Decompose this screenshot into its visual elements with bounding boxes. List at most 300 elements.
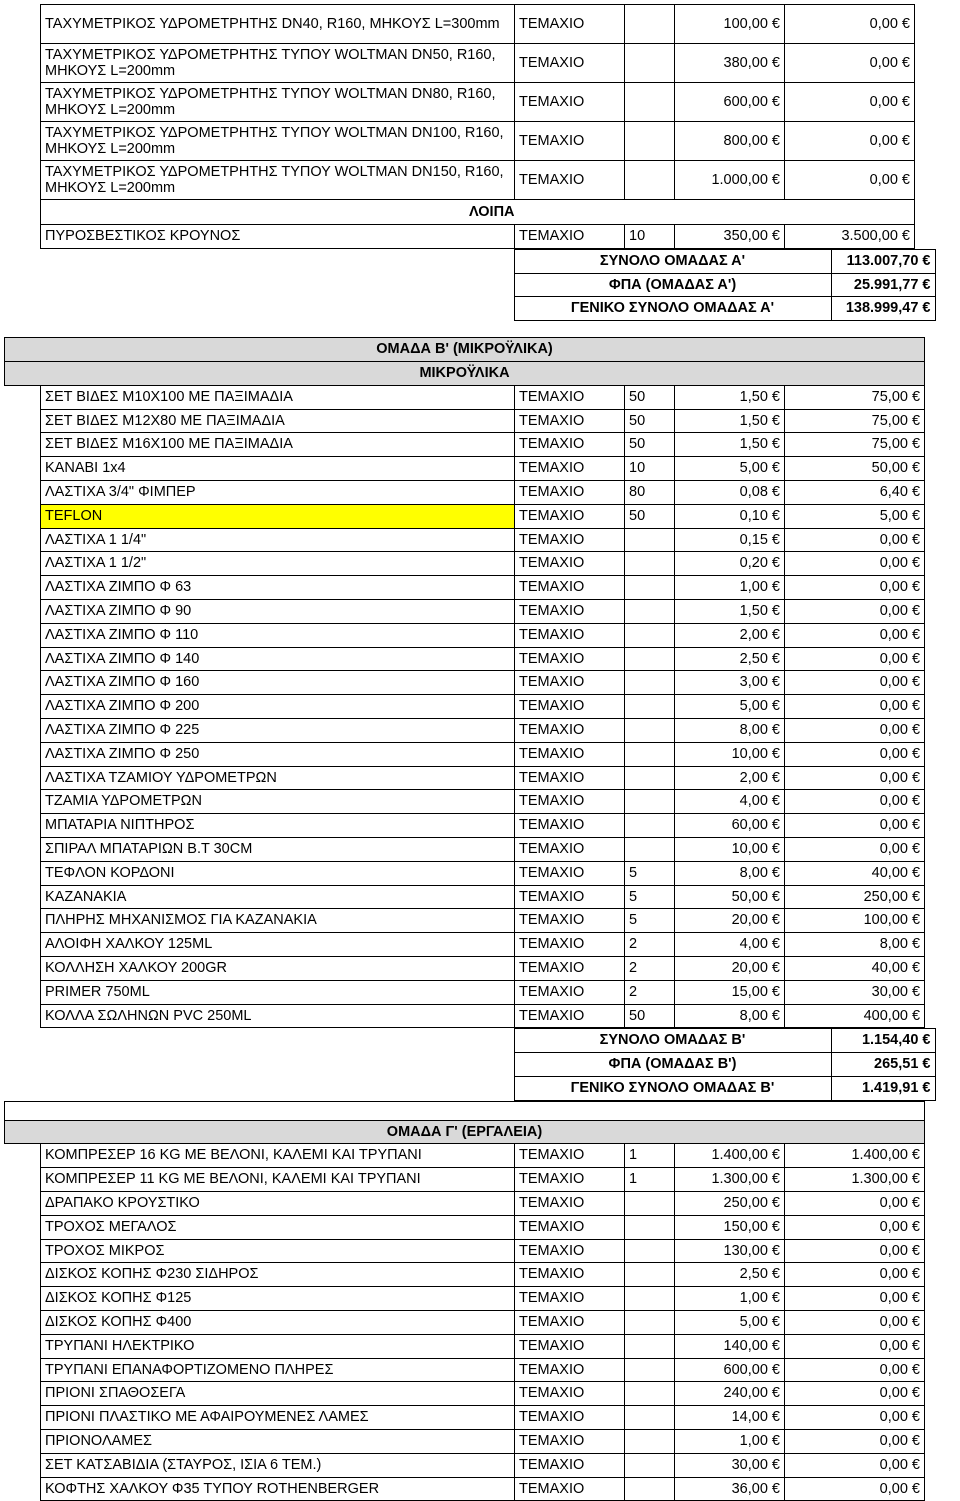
item-price: 140,00 € <box>675 1334 785 1358</box>
item-unit: ΤΕΜΑΧΙΟ <box>515 1430 625 1454</box>
item-qty <box>625 5 675 44</box>
item-qty: 50 <box>625 409 675 433</box>
item-price: 240,00 € <box>675 1382 785 1406</box>
item-total: 0,00 € <box>785 647 925 671</box>
item-unit: ΤΕΜΑΧΙΟ <box>515 1453 625 1477</box>
item-price: 0,15 € <box>675 528 785 552</box>
item-unit: ΤΕΜΑΧΙΟ <box>515 1215 625 1239</box>
row-margin <box>5 1406 41 1430</box>
group-a-vat-label: ΦΠΑ (ΟΜΑΔΑΣ Α') <box>514 273 831 297</box>
item-price: 0,20 € <box>675 552 785 576</box>
item-total: 0,00 € <box>785 1477 925 1501</box>
item-qty <box>625 161 675 200</box>
item-price: 600,00 € <box>675 83 785 122</box>
item-price: 10,00 € <box>675 837 785 861</box>
row-margin <box>5 671 41 695</box>
group-a-vat-value: 25.991,77 € <box>831 273 935 297</box>
item-total: 40,00 € <box>785 956 925 980</box>
row-margin <box>5 1168 41 1192</box>
item-total: 250,00 € <box>785 885 925 909</box>
row-margin <box>5 623 41 647</box>
item-total: 8,00 € <box>785 933 925 957</box>
row-margin <box>5 1430 41 1454</box>
item-total: 0,00 € <box>785 1215 925 1239</box>
item-qty <box>625 814 675 838</box>
item-price: 10,00 € <box>675 742 785 766</box>
item-price: 800,00 € <box>675 122 785 161</box>
item-name: ΔΙΣΚΟΣ ΚΟΠΗΣ Φ400 <box>41 1311 515 1335</box>
item-unit: ΤΕΜΑΧΙΟ <box>515 1311 625 1335</box>
row-margin <box>5 385 41 409</box>
table-row <box>5 1477 925 1501</box>
item-total: 1.300,00 € <box>785 1168 925 1192</box>
item-total: 0,00 € <box>785 599 925 623</box>
item-unit: ΤΕΜΑΧΙΟ <box>515 552 625 576</box>
item-price: 8,00 € <box>675 1004 785 1028</box>
item-name: ΚΟΜΠΡΕΣΕΡ 11 KG ΜΕ ΒΕΛΟΝΙ, ΚΑΛΕΜΙ ΚΑΙ ΤΡΥΠΑΝΙ <box>41 1168 515 1192</box>
row-margin <box>5 1287 41 1311</box>
item-unit: ΤΕΜΑΧΙΟ <box>515 671 625 695</box>
item-unit: ΤΕΜΑΧΙΟ <box>515 1382 625 1406</box>
group-b-title: ΟΜΑΔΑ Β' (ΜΙΚΡΟΫΛΙΚΑ) <box>5 338 925 362</box>
row-margin <box>5 1453 41 1477</box>
item-qty <box>625 718 675 742</box>
item-price: 600,00 € <box>675 1358 785 1382</box>
item-qty <box>625 1453 675 1477</box>
row-margin <box>5 933 41 957</box>
item-total: 100,00 € <box>785 909 925 933</box>
item-name: ΤΑΧΥΜΕΤΡΙΚΟΣ ΥΔΡΟΜΕΤΡΗΤΗΣ DN40, R160, ΜΗΚΟΥΣ L=300mm <box>41 5 515 44</box>
item-qty <box>625 44 675 83</box>
table-row <box>5 623 925 647</box>
item-price: 2,00 € <box>675 623 785 647</box>
row-margin <box>5 457 41 481</box>
row-margin <box>5 790 41 814</box>
item-name: ΛΑΣΤΙΧΑ ΖΙΜΠΟ Φ 90 <box>41 599 515 623</box>
row-margin <box>5 837 41 861</box>
item-price: 0,08 € <box>675 480 785 504</box>
table-row <box>5 1287 925 1311</box>
item-price: 1,50 € <box>675 385 785 409</box>
item-unit: ΤΕΜΑΧΙΟ <box>515 599 625 623</box>
item-unit: ΤΕΜΑΧΙΟ <box>515 5 625 44</box>
item-price: 20,00 € <box>675 956 785 980</box>
blank-spacer-row <box>5 1101 925 1120</box>
item-total: 0,00 € <box>785 1430 925 1454</box>
table-row <box>5 409 925 433</box>
item-total: 0,00 € <box>785 1239 925 1263</box>
item-unit: ΤΕΜΑΧΙΟ <box>515 837 625 861</box>
item-total: 0,00 € <box>785 44 915 83</box>
group-a-totals <box>40 249 936 321</box>
item-unit: ΤΕΜΑΧΙΟ <box>515 695 625 719</box>
table-row <box>5 837 925 861</box>
item-qty: 80 <box>625 480 675 504</box>
item-unit: ΤΕΜΑΧΙΟ <box>515 122 625 161</box>
group-c-title: ΟΜΑΔΑ Γ' (ΕΡΓΑΛΕΙΑ) <box>5 1120 925 1144</box>
item-unit: ΤΕΜΑΧΙΟ <box>515 1004 625 1028</box>
item-total: 0,00 € <box>785 576 925 600</box>
group-a-top-table <box>40 4 915 249</box>
row-margin <box>5 409 41 433</box>
item-qty: 5 <box>625 861 675 885</box>
row-margin <box>5 718 41 742</box>
row-margin <box>5 1477 41 1501</box>
item-unit: ΤΕΜΑΧΙΟ <box>515 1239 625 1263</box>
row-margin <box>5 1239 41 1263</box>
item-name: ΔΙΣΚΟΣ ΚΟΠΗΣ Φ230 ΣΙΔΗΡΟΣ <box>41 1263 515 1287</box>
item-unit: ΤΕΜΑΧΙΟ <box>515 933 625 957</box>
item-name: ΚΟΜΠΡΕΣΕΡ 16 KG ΜΕ ΒΕΛΟΝΙ, ΚΑΛΕΜΙ ΚΑΙ ΤΡΥΠΑΝΙ <box>41 1144 515 1168</box>
item-name: ΛΑΣΤΙΧΑ 1 1/4" <box>41 528 515 552</box>
table-row <box>5 980 925 1004</box>
item-unit: ΤΕΜΑΧΙΟ <box>515 83 625 122</box>
item-name: ΚΟΛΛΗΣΗ ΧΑΛΚΟΥ 200GR <box>41 956 515 980</box>
group-a-grand-label: ΓΕΝΙΚΟ ΣΥΝΟΛΟ ΟΜΑΔΑΣ Α' <box>514 297 831 321</box>
row-margin <box>5 766 41 790</box>
item-qty: 50 <box>625 504 675 528</box>
item-qty <box>625 695 675 719</box>
item-price: 14,00 € <box>675 1406 785 1430</box>
item-name: ΤΡΟΧΟΣ ΜΕΓΑΛΟΣ <box>41 1215 515 1239</box>
item-qty <box>625 552 675 576</box>
item-unit: ΤΕΜΑΧΙΟ <box>515 1358 625 1382</box>
row-margin <box>5 909 41 933</box>
item-qty: 50 <box>625 433 675 457</box>
item-total: 40,00 € <box>785 861 925 885</box>
item-price: 1.300,00 € <box>675 1168 785 1192</box>
row-margin <box>5 504 41 528</box>
row-margin <box>5 861 41 885</box>
row-margin <box>5 1358 41 1382</box>
row-margin <box>5 1263 41 1287</box>
item-price: 4,00 € <box>675 933 785 957</box>
item-qty <box>625 790 675 814</box>
row-margin <box>5 1215 41 1239</box>
item-unit: ΤΕΜΑΧΙΟ <box>515 44 625 83</box>
row-margin <box>5 433 41 457</box>
table-row <box>5 1215 925 1239</box>
item-price: 5,00 € <box>675 1311 785 1335</box>
item-price: 60,00 € <box>675 814 785 838</box>
row-margin <box>5 480 41 504</box>
item-qty <box>625 1311 675 1335</box>
item-price: 130,00 € <box>675 1239 785 1263</box>
item-total: 0,00 € <box>785 766 925 790</box>
item-total: 0,00 € <box>785 83 915 122</box>
item-unit: ΤΕΜΑΧΙΟ <box>515 885 625 909</box>
table-row <box>41 225 915 249</box>
item-price: 1,50 € <box>675 433 785 457</box>
row-margin <box>5 695 41 719</box>
item-price: 8,00 € <box>675 861 785 885</box>
group-a-sum-label: ΣΥΝΟΛΟ ΟΜΑΔΑΣ Α' <box>514 249 831 273</box>
item-unit: ΤΕΜΑΧΙΟ <box>515 980 625 1004</box>
item-unit: ΤΕΜΑΧΙΟ <box>515 1334 625 1358</box>
item-price: 8,00 € <box>675 718 785 742</box>
table-row <box>5 885 925 909</box>
item-unit: ΤΕΜΑΧΙΟ <box>515 409 625 433</box>
table-row <box>5 1430 925 1454</box>
item-qty <box>625 599 675 623</box>
table-row <box>5 480 925 504</box>
group-c-table <box>4 1101 925 1501</box>
item-name: ΤΑΧΥΜΕΤΡΙΚΟΣ ΥΔΡΟΜΕΤΡΗΤΗΣ ΤΥΠΟΥ WOLTMAN DN100, R160, ΜΗΚΟΥΣ L=200mm <box>41 122 515 161</box>
item-qty <box>625 576 675 600</box>
item-name: ΤΖΑΜΙΑ ΥΔΡΟΜΕΤΡΩΝ <box>41 790 515 814</box>
item-name: ΠΡΙΟΝΙ ΠΛΑΣΤΙΚΟ ΜΕ ΑΦΑΙΡΟΥΜΕΝΕΣ ΛΑΜΕΣ <box>41 1406 515 1430</box>
item-unit: ΤΕΜΑΧΙΟ <box>515 718 625 742</box>
item-name: ΣΕΤ ΒΙΔΕΣ Μ10Χ100 ΜΕ ΠΑΞΙΜΑΔΙΑ <box>41 385 515 409</box>
item-name: ΤΕΦΛΟΝ ΚΟΡΔΟΝΙ <box>41 861 515 885</box>
item-unit: ΤΕΜΑΧΙΟ <box>515 909 625 933</box>
item-name: ΠΥΡΟΣΒΕΣΤΙΚΟΣ ΚΡΟΥΝΟΣ <box>41 225 515 249</box>
item-unit: ΤΕΜΑΧΙΟ <box>515 480 625 504</box>
item-qty <box>625 1358 675 1382</box>
item-total: 0,00 € <box>785 1311 925 1335</box>
item-qty <box>625 1192 675 1216</box>
loipa-title: ΛΟΙΠΑ <box>41 200 915 225</box>
item-name: ΚΟΦΤΗΣ ΧΑΛΚΟΥ Φ35 ΤΥΠΟΥ ROTHENBERGER <box>41 1477 515 1501</box>
item-qty <box>625 1263 675 1287</box>
item-total: 6,40 € <box>785 480 925 504</box>
item-name: ΑΛΟΙΦΗ ΧΑΛΚΟΥ 125ML <box>41 933 515 957</box>
item-qty <box>625 1406 675 1430</box>
table-row <box>5 1406 925 1430</box>
item-qty <box>625 1382 675 1406</box>
item-qty <box>625 1287 675 1311</box>
item-total: 0,00 € <box>785 837 925 861</box>
row-margin <box>5 1192 41 1216</box>
item-price: 150,00 € <box>675 1215 785 1239</box>
group-b-vat-value: 265,51 € <box>831 1053 935 1077</box>
item-total: 0,00 € <box>785 1334 925 1358</box>
group-b-sum-value: 1.154,40 € <box>831 1029 935 1053</box>
table-row <box>41 122 915 161</box>
item-price: 2,00 € <box>675 766 785 790</box>
table-row <box>5 742 925 766</box>
table-row <box>5 1358 925 1382</box>
item-unit: ΤΕΜΑΧΙΟ <box>515 576 625 600</box>
item-name: ΚΑΖΑΝΑΚΙΑ <box>41 885 515 909</box>
item-name: ΣΠΙΡΑΛ ΜΠΑΤΑΡΙΩΝ Β.Τ 30CM <box>41 837 515 861</box>
item-qty <box>625 766 675 790</box>
spreadsheet <box>40 4 960 1501</box>
item-unit: ΤΕΜΑΧΙΟ <box>515 814 625 838</box>
item-qty <box>625 1215 675 1239</box>
item-total: 30,00 € <box>785 980 925 1004</box>
table-row <box>5 1311 925 1335</box>
item-qty: 10 <box>625 457 675 481</box>
item-unit: ΤΕΜΑΧΙΟ <box>515 504 625 528</box>
table-row <box>5 385 925 409</box>
group-b-grand-value: 1.419,91 € <box>831 1076 935 1100</box>
item-price: 5,00 € <box>675 457 785 481</box>
table-row <box>5 1239 925 1263</box>
table-row <box>5 695 925 719</box>
item-name: ΔΡΑΠΑΚΟ ΚΡΟΥΣΤΙΚΟ <box>41 1192 515 1216</box>
item-qty <box>625 742 675 766</box>
item-name: ΤΡΥΠΑΝΙ ΗΛΕΚΤΡΙΚΟ <box>41 1334 515 1358</box>
table-row <box>41 44 915 83</box>
table-row <box>5 457 925 481</box>
table-row <box>5 933 925 957</box>
item-name: ΤΑΧΥΜΕΤΡΙΚΟΣ ΥΔΡΟΜΕΤΡΗΤΗΣ ΤΥΠΟΥ WOLTMAN DN50, R160, ΜΗΚΟΥΣ L=200mm <box>41 44 515 83</box>
table-row <box>5 790 925 814</box>
table-row <box>5 766 925 790</box>
item-qty <box>625 671 675 695</box>
item-name: ΠΡΙΟΝΟΛΑΜΕΣ <box>41 1430 515 1454</box>
item-qty: 2 <box>625 933 675 957</box>
item-price: 100,00 € <box>675 5 785 44</box>
group-b-table <box>4 337 925 1028</box>
item-price: 4,00 € <box>675 790 785 814</box>
item-price: 1,50 € <box>675 599 785 623</box>
loipa-header-row <box>41 200 915 225</box>
table-row <box>41 83 915 122</box>
table-row <box>5 647 925 671</box>
item-price: 3,00 € <box>675 671 785 695</box>
item-total: 3.500,00 € <box>785 225 915 249</box>
table-row <box>41 5 915 44</box>
group-a-grand-value: 138.999,47 € <box>831 297 935 321</box>
item-price: 0,10 € <box>675 504 785 528</box>
item-qty <box>625 1334 675 1358</box>
item-qty <box>625 1239 675 1263</box>
table-row <box>5 861 925 885</box>
table-row <box>5 1192 925 1216</box>
table-row <box>5 504 925 528</box>
row-margin <box>5 647 41 671</box>
item-unit: ΤΕΜΑΧΙΟ <box>515 1168 625 1192</box>
item-price: 50,00 € <box>675 885 785 909</box>
item-price: 5,00 € <box>675 695 785 719</box>
item-unit: ΤΕΜΑΧΙΟ <box>515 1192 625 1216</box>
item-price: 1,00 € <box>675 576 785 600</box>
item-total: 0,00 € <box>785 1382 925 1406</box>
table-row <box>5 599 925 623</box>
item-total: 0,00 € <box>785 742 925 766</box>
table-row <box>5 552 925 576</box>
item-qty <box>625 83 675 122</box>
item-price: 1,00 € <box>675 1287 785 1311</box>
item-name: PRIMER 750ML <box>41 980 515 1004</box>
item-price: 36,00 € <box>675 1477 785 1501</box>
row-margin <box>5 576 41 600</box>
item-qty: 50 <box>625 1004 675 1028</box>
item-unit: ΤΕΜΑΧΙΟ <box>515 528 625 552</box>
item-total: 0,00 € <box>785 814 925 838</box>
item-price: 250,00 € <box>675 1192 785 1216</box>
item-qty: 50 <box>625 385 675 409</box>
item-total: 0,00 € <box>785 695 925 719</box>
item-qty <box>625 1430 675 1454</box>
item-total: 0,00 € <box>785 528 925 552</box>
item-price: 1,50 € <box>675 409 785 433</box>
item-name: ΚΟΛΛΑ ΣΩΛΗΝΩΝ PVC 250ML <box>41 1004 515 1028</box>
row-margin <box>5 956 41 980</box>
item-total: 0,00 € <box>785 623 925 647</box>
item-price: 350,00 € <box>675 225 785 249</box>
item-total: 0,00 € <box>785 5 915 44</box>
item-name: ΣΕΤ ΚΑΤΣΑΒΙΔΙΑ (ΣΤΑΥΡΟΣ, ΙΣΙΑ 6 ΤΕΜ.) <box>41 1453 515 1477</box>
item-name: ΜΠΑΤΑΡΙΑ ΝΙΠΤΗΡΟΣ <box>41 814 515 838</box>
group-b-sum-label: ΣΥΝΟΛΟ ΟΜΑΔΑΣ Β' <box>514 1029 831 1053</box>
item-qty: 5 <box>625 909 675 933</box>
item-unit: ΤΕΜΑΧΙΟ <box>515 1144 625 1168</box>
item-qty <box>625 1477 675 1501</box>
item-name: ΛΑΣΤΙΧΑ ΖΙΜΠΟ Φ 140 <box>41 647 515 671</box>
item-unit: ΤΕΜΑΧΙΟ <box>515 433 625 457</box>
item-name: ΛΑΣΤΙΧΑ 1 1/2" <box>41 552 515 576</box>
row-margin <box>5 814 41 838</box>
item-name: ΤΑΧΥΜΕΤΡΙΚΟΣ ΥΔΡΟΜΕΤΡΗΤΗΣ ΤΥΠΟΥ WOLTMAN DN80, R160, ΜΗΚΟΥΣ L=200mm <box>41 83 515 122</box>
item-name: ΠΡΙΟΝΙ ΣΠΑΘΟΣΕΓΑ <box>41 1382 515 1406</box>
item-unit: ΤΕΜΑΧΙΟ <box>515 1287 625 1311</box>
table-row <box>5 956 925 980</box>
item-total: 0,00 € <box>785 671 925 695</box>
item-total: 0,00 € <box>785 1453 925 1477</box>
row-margin <box>5 1144 41 1168</box>
item-total: 75,00 € <box>785 433 925 457</box>
table-row <box>5 1334 925 1358</box>
item-name: ΤΡΥΠΑΝΙ ΕΠΑΝΑΦΟΡΤΙΖΟΜΕΝΟ ΠΛΗΡΕΣ <box>41 1358 515 1382</box>
group-a-sum-value: 113.007,70 € <box>831 249 935 273</box>
item-unit: ΤΕΜΑΧΙΟ <box>515 623 625 647</box>
item-name: ΚΑΝΑΒΙ 1x4 <box>41 457 515 481</box>
item-price: 1.000,00 € <box>675 161 785 200</box>
item-name: ΛΑΣΤΙΧΑ ΖΙΜΠΟ Φ 110 <box>41 623 515 647</box>
item-name: ΛΑΣΤΙΧΑ ΤΖΑΜΙΟΥ ΥΔΡΟΜΕΤΡΩΝ <box>41 766 515 790</box>
item-total: 0,00 € <box>785 122 915 161</box>
row-margin <box>5 1311 41 1335</box>
row-margin <box>5 528 41 552</box>
table-row <box>41 161 915 200</box>
item-total: 0,00 € <box>785 790 925 814</box>
row-margin <box>5 1382 41 1406</box>
item-unit: ΤΕΜΑΧΙΟ <box>515 956 625 980</box>
item-name: ΠΛΗΡΗΣ ΜΗΧΑΝΙΣΜΟΣ ΓΙΑ ΚΑΖΑΝΑΚΙΑ <box>41 909 515 933</box>
item-price: 15,00 € <box>675 980 785 1004</box>
row-margin <box>5 742 41 766</box>
table-row <box>5 1144 925 1168</box>
group-b-subtitle: ΜΙΚΡΟΫΛΙΚΑ <box>5 361 925 385</box>
item-total: 0,00 € <box>785 1287 925 1311</box>
item-name: ΣΕΤ ΒΙΔΕΣ Μ12Χ80 ΜΕ ΠΑΞΙΜΑΔΙΑ <box>41 409 515 433</box>
table-row <box>5 1382 925 1406</box>
item-unit: ΤΕΜΑΧΙΟ <box>515 1263 625 1287</box>
item-unit: ΤΕΜΑΧΙΟ <box>515 1477 625 1501</box>
item-unit: ΤΕΜΑΧΙΟ <box>515 225 625 249</box>
table-row <box>5 718 925 742</box>
item-qty: 1 <box>625 1168 675 1192</box>
item-qty: 10 <box>625 225 675 249</box>
row-margin <box>5 885 41 909</box>
item-qty: 2 <box>625 956 675 980</box>
item-unit: ΤΕΜΑΧΙΟ <box>515 766 625 790</box>
item-total: 0,00 € <box>785 1263 925 1287</box>
item-qty: 1 <box>625 1144 675 1168</box>
item-price: 1.400,00 € <box>675 1144 785 1168</box>
item-unit: ΤΕΜΑΧΙΟ <box>515 742 625 766</box>
item-unit: ΤΕΜΑΧΙΟ <box>515 161 625 200</box>
item-total: 50,00 € <box>785 457 925 481</box>
row-margin <box>5 980 41 1004</box>
table-row <box>5 1453 925 1477</box>
item-qty <box>625 122 675 161</box>
row-margin <box>5 1004 41 1028</box>
item-price: 1,00 € <box>675 1430 785 1454</box>
